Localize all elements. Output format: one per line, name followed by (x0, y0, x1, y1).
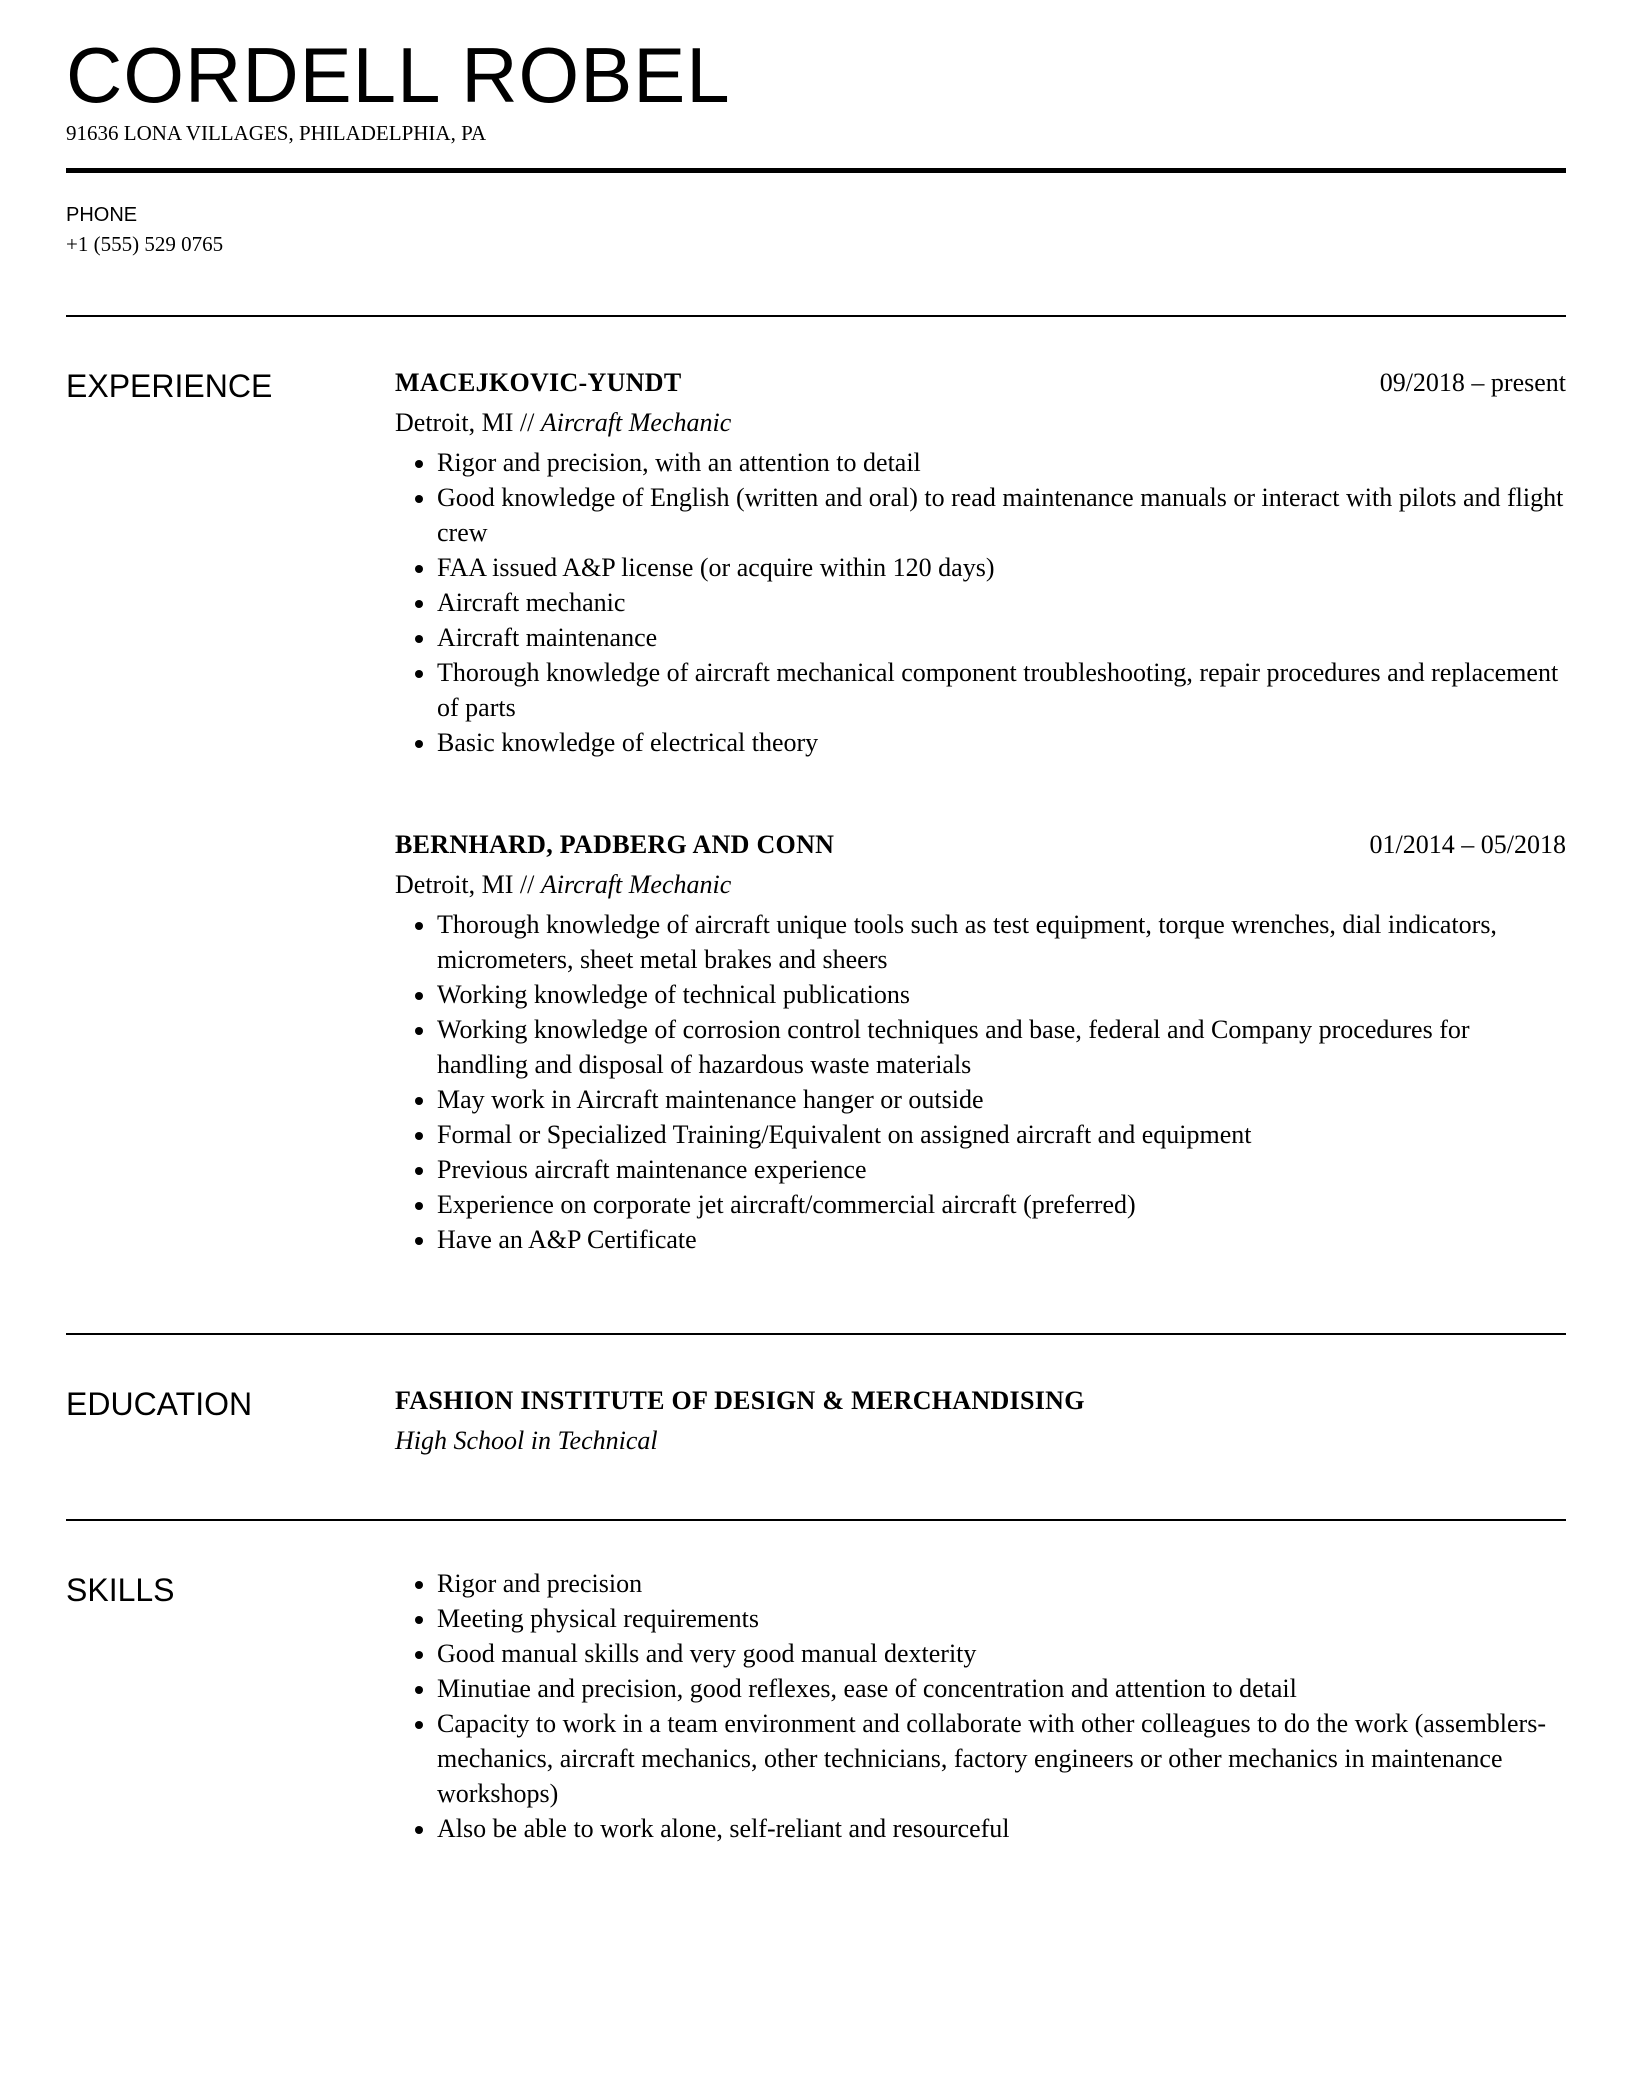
section-divider (66, 1519, 1566, 1521)
section-divider (66, 1333, 1566, 1335)
job-location: Detroit, MI (395, 408, 514, 437)
experience-entry (395, 365, 1566, 760)
list-item: • Thorough knowledge of aircraft mechanical component troubleshooting, repair procedures and replacement of parts (437, 655, 1566, 725)
phone-value: +1 (555) 529 0765 (66, 232, 224, 256)
section-title-experience: EXPERIENCE (66, 368, 273, 404)
job-header (395, 365, 1566, 400)
list-item: • Basic knowledge of electrical theory (437, 725, 1566, 760)
list-item: • Aircraft mechanic (437, 585, 1566, 620)
list-item: • May work in Aircraft maintenance hanger or outside (437, 1082, 1566, 1117)
job-dates: 09/2018 – present (1379, 368, 1566, 397)
list-item: • Good manual skills and very good manual dexterity (437, 1636, 1566, 1671)
phone-label: PHONE (66, 204, 138, 226)
experience-entry (395, 827, 1566, 1257)
job-role: Aircraft Mechanic (540, 408, 732, 437)
job-location-role (395, 405, 1566, 440)
job-header (395, 827, 1566, 862)
list-item: • Rigor and precision (437, 1566, 1566, 1601)
list-item: • Previous aircraft maintenance experience (437, 1152, 1566, 1187)
list-item: • Rigor and precision, with an attention to detail (437, 445, 1566, 480)
skills-list-container (395, 1566, 1566, 1846)
list-item: • Formal or Specialized Training/Equivalent on assigned aircraft and equipment (437, 1117, 1566, 1152)
job-bullets (395, 445, 1566, 760)
list-item: • FAA issued A&P license (or acquire within 120 days) (437, 550, 1566, 585)
role-separator: // (513, 408, 541, 437)
job-location-role (395, 867, 1566, 902)
company-name: BERNHARD, PADBERG AND CONN (395, 830, 835, 859)
job-bullets (395, 907, 1566, 1257)
section-divider (66, 315, 1566, 317)
list-item: • Thorough knowledge of aircraft unique tools such as test equipment, torque wrenches, dial indicators, micrometers, sheet metal brakes and sheers (437, 907, 1566, 977)
list-item: • Also be able to work alone, self-reliant and resourceful (437, 1811, 1566, 1846)
role-separator: // (513, 870, 541, 899)
school-name: FASHION INSTITUTE OF DESIGN & MERCHANDISING (395, 1386, 1085, 1415)
list-item: • Have an A&P Certificate (437, 1222, 1566, 1257)
list-item: • Capacity to work in a team environment and collaborate with other colleagues to do the work (assemblers-mechanics, aircraft mechanics, other technicians, factory engineers or other mechanics in maintenance workshops) (437, 1706, 1566, 1811)
section-title-education: EDUCATION (66, 1386, 253, 1422)
degree: High School in Technical (395, 1426, 658, 1455)
list-item: • Minutiae and precision, good reflexes, ease of concentration and attention to detail (437, 1671, 1566, 1706)
header-divider (66, 168, 1566, 173)
skills-list (395, 1566, 1566, 1846)
candidate-address: 91636 LONA VILLAGES, PHILADELPHIA, PA (66, 121, 487, 145)
job-role: Aircraft Mechanic (540, 870, 732, 899)
list-item: • Experience on corporate jet aircraft/commercial aircraft (preferred) (437, 1187, 1566, 1222)
candidate-name: CORDELL ROBEL (66, 31, 731, 119)
list-item: • Meeting physical requirements (437, 1601, 1566, 1636)
company-name: MACEJKOVIC-YUNDT (395, 368, 682, 397)
job-dates: 01/2014 – 05/2018 (1369, 830, 1566, 859)
section-title-skills: SKILLS (66, 1572, 175, 1608)
list-item: • Good knowledge of English (written and oral) to read maintenance manuals or interact with pilots and flight crew (437, 480, 1566, 550)
list-item: • Working knowledge of technical publications (437, 977, 1566, 1012)
education-entry (395, 1383, 1566, 1458)
list-item: • Aircraft maintenance (437, 620, 1566, 655)
list-item: • Working knowledge of corrosion control techniques and base, federal and Company procedures for handling and disposal of hazardous waste materials (437, 1012, 1566, 1082)
job-location: Detroit, MI (395, 870, 514, 899)
